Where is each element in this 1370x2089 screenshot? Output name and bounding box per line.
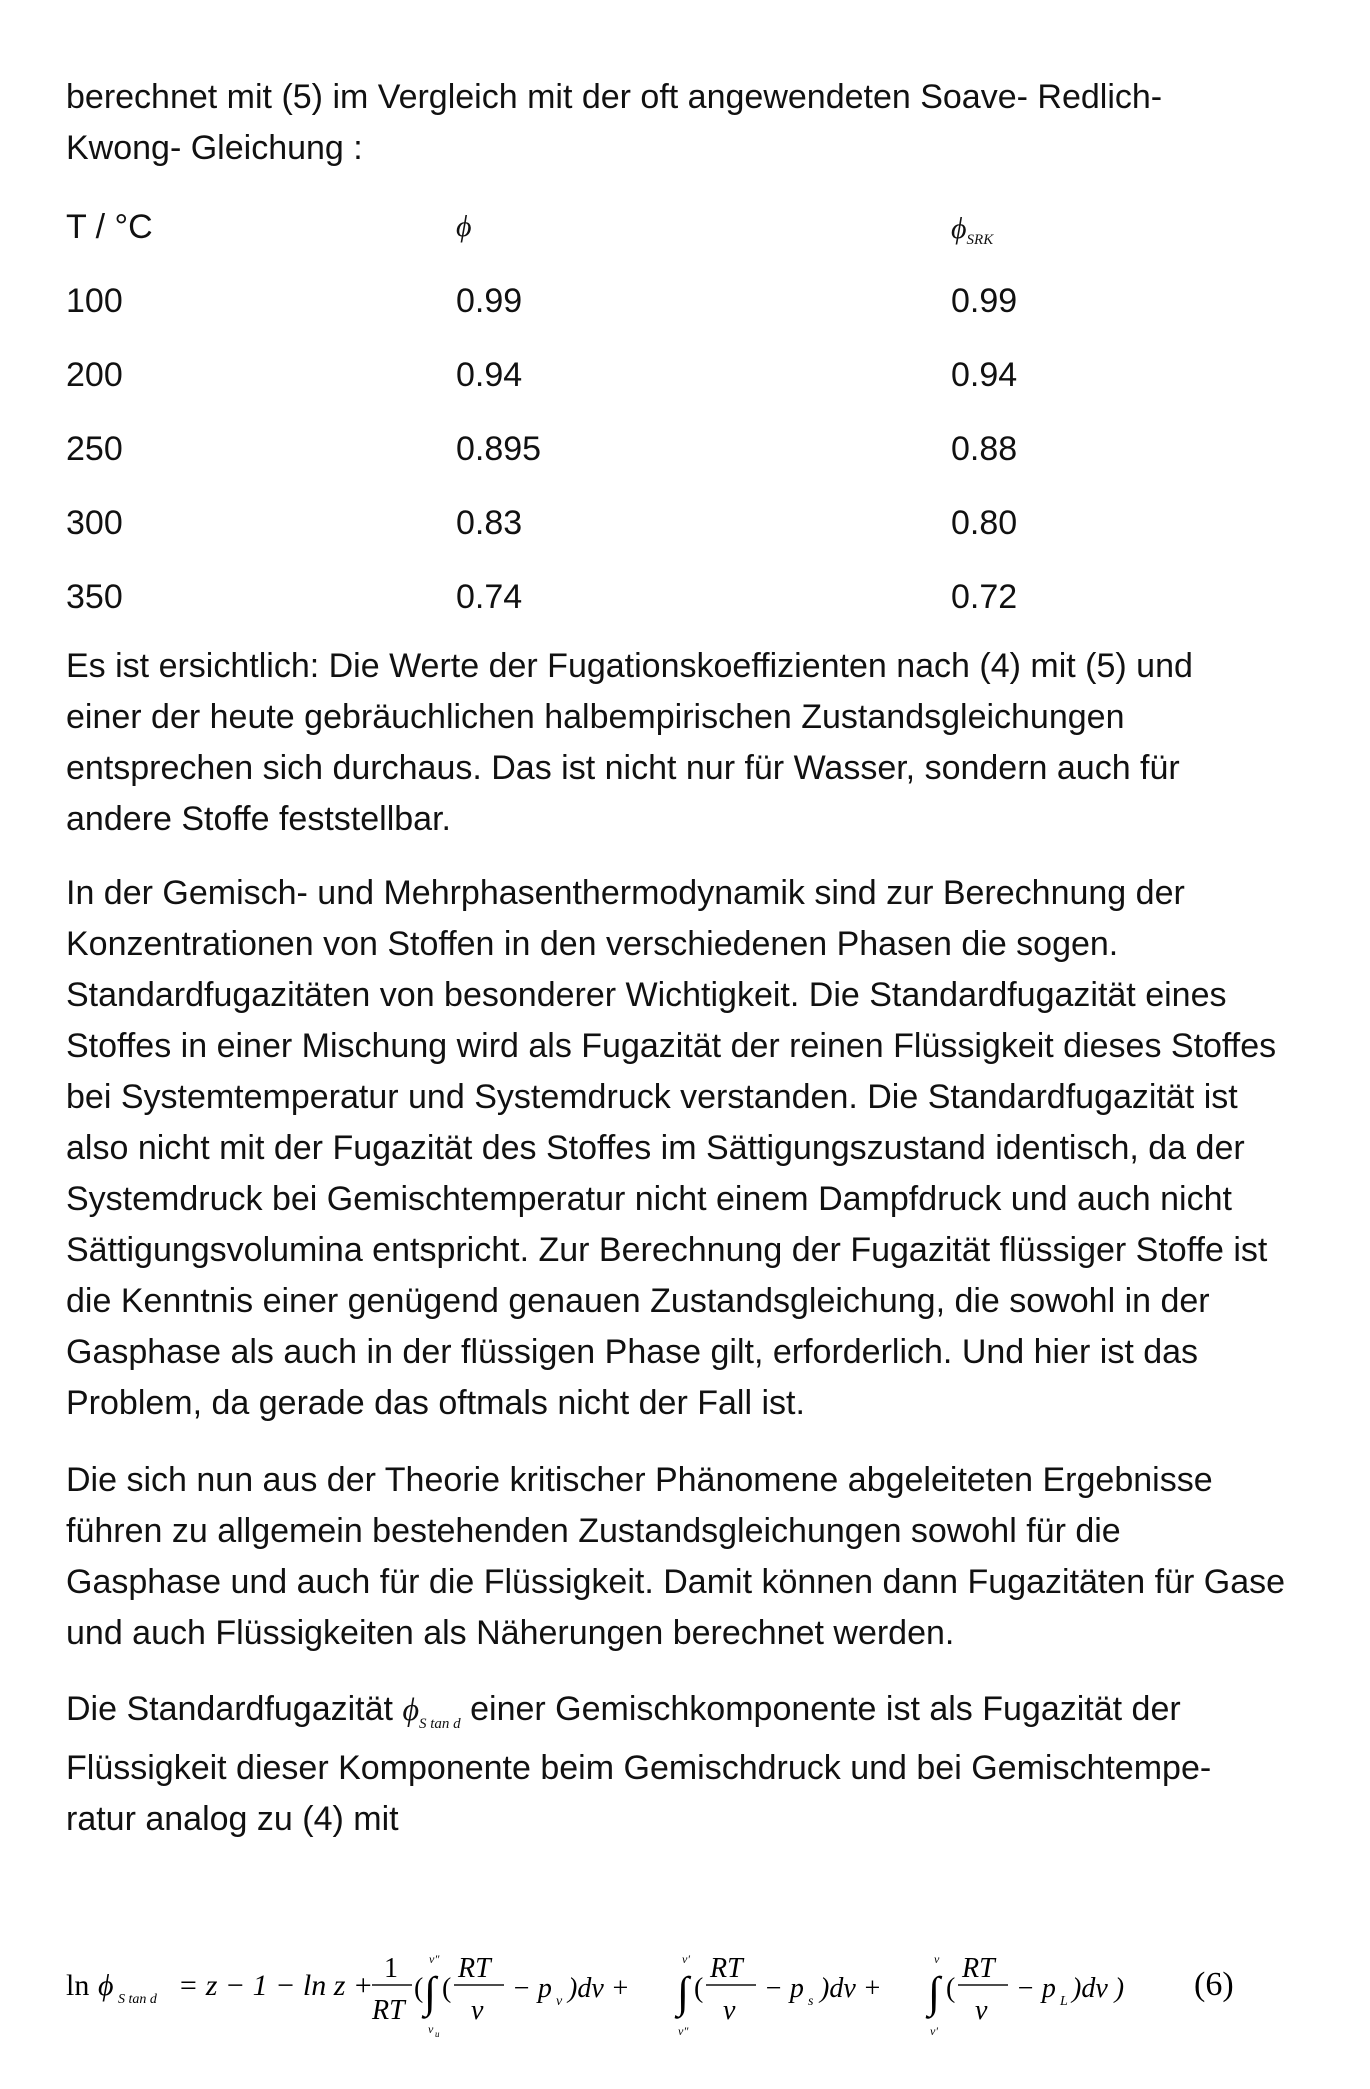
eq-dv-2: )dv + bbox=[820, 1973, 882, 2004]
eq-paren-open: ( bbox=[414, 1973, 424, 2004]
equation-svg bbox=[66, 1915, 1316, 2055]
paragraph-line: führen zu allgemein bestehenden Zustandsgleichungen sowohl für die bbox=[66, 1512, 1121, 1550]
fugacity-table bbox=[66, 190, 1066, 634]
table-row bbox=[66, 560, 1066, 634]
paragraph-line: entsprechen sich durchaus. Das ist nicht nur für Wasser, sondern auch für bbox=[66, 749, 1180, 787]
p4-text-after: einer Gemischkomponente ist als Fugazität der bbox=[460, 1690, 1181, 1728]
cell-phi: 0.99 bbox=[456, 282, 523, 320]
table-row bbox=[66, 486, 1066, 560]
cell-phi: 0.74 bbox=[456, 578, 523, 616]
p4-text-before: Die Standardfugazität bbox=[66, 1690, 403, 1728]
eq-phi: ϕ bbox=[98, 1969, 114, 2002]
paragraph-line: bei Systemtemperatur und Systemdruck verstanden. Die Standardfugazität ist bbox=[66, 1078, 1238, 1116]
paragraph-line: Gasphase und auch für die Flüssigkeit. Damit können dann Fugazitäten für Gase bbox=[66, 1563, 1286, 1601]
paragraph-line: Sättigungsvolumina entspricht. Zur Berechnung der Fugazität flüssiger Stoffe ist bbox=[66, 1231, 1268, 1269]
eq-rt-num-1: RT bbox=[458, 1953, 491, 1984]
paragraph-line: ratur analog zu (4) mit bbox=[66, 1800, 399, 1838]
eq-phi-sub: S tan d bbox=[118, 1992, 157, 2007]
eq-minus-p-2: − p bbox=[764, 1973, 804, 2004]
eq-rt-num-2: RT bbox=[710, 1953, 743, 1984]
intro-line-1: berechnet mit (5) im Vergleich mit der oft angewendeten Soave- Redlich- bbox=[66, 78, 1163, 116]
eq-pv-sub: v bbox=[556, 1994, 563, 2009]
eq-ln: ln bbox=[66, 1969, 90, 2002]
intro-line-2: Kwong- Gleichung : bbox=[66, 129, 363, 167]
eq-number: (6) bbox=[1194, 1966, 1234, 2003]
paragraph-line: und auch Flüssigkeiten als Näherungen berechnet werden. bbox=[66, 1614, 955, 1652]
eq-int3-upper: v bbox=[934, 1952, 940, 1966]
eq-integral-3: ∫ bbox=[928, 1968, 941, 2017]
paragraph-line: Die sich nun aus der Theorie kritischer Phänomene abgeleiteten Ergebnisse bbox=[66, 1461, 1213, 1499]
table-header-row bbox=[66, 190, 1066, 264]
cell-temperature: 300 bbox=[66, 504, 123, 542]
cell-phi-srk: 0.99 bbox=[951, 282, 1018, 320]
eq-minus-p-3: − p bbox=[1016, 1973, 1056, 2004]
paragraph-line: Problem, da gerade das oftmals nicht der Fall ist. bbox=[66, 1384, 805, 1422]
header-phi: ϕ bbox=[456, 210, 472, 243]
eq-int1-lower-sub: u bbox=[435, 2029, 440, 2039]
eq-dv-3: )dv ) bbox=[1072, 1973, 1125, 2004]
paragraph-line: also nicht mit der Fugazität des Stoffes im Sättigungszustand identisch, da der bbox=[66, 1129, 1245, 1167]
eq-frac-den: RT bbox=[372, 1995, 405, 2026]
equation-6 bbox=[66, 1915, 1316, 2055]
cell-phi-srk: 0.80 bbox=[951, 504, 1018, 542]
eq-minus-p-1: − p bbox=[512, 1973, 552, 2004]
eq-pl-sub: L bbox=[1060, 1994, 1068, 2009]
paragraph-line: Systemdruck bei Gemischtemperatur nicht einem Dampfdruck und auch nicht bbox=[66, 1180, 1232, 1218]
paragraph-line: die Kenntnis einer genügend genauen Zustandsgleichung, die sowohl in der bbox=[66, 1282, 1210, 1320]
paragraph-line: In der Gemisch- und Mehrphasenthermodynamik sind zur Berechnung der bbox=[66, 874, 1185, 912]
eq-integral-2: ∫ bbox=[677, 1968, 690, 2017]
phi-standard-symbol: ϕ bbox=[402, 1691, 419, 1727]
cell-temperature: 100 bbox=[66, 282, 123, 320]
eq-paren-2: ( bbox=[694, 1973, 704, 2004]
eq-paren-3: ( bbox=[946, 1973, 956, 2004]
paragraph-line bbox=[66, 1684, 1326, 1751]
eq-frac-num: 1 bbox=[384, 1953, 398, 1984]
paragraph-line: andere Stoffe feststellbar. bbox=[66, 800, 451, 838]
paragraph-line: Stoffes in einer Mischung wird als Fugazität der reinen Flüssigkeit dieses Stoffes bbox=[66, 1027, 1277, 1065]
cell-temperature: 350 bbox=[66, 578, 123, 616]
cell-temperature: 250 bbox=[66, 430, 123, 468]
paragraph-line: Flüssigkeit dieser Komponente beim Gemischdruck und bei Gemischtempe- bbox=[66, 1749, 1212, 1787]
eq-int1-upper: v" bbox=[429, 1952, 440, 1966]
eq-int2-upper: v' bbox=[682, 1952, 690, 1966]
eq-v-den-2: v bbox=[723, 1995, 736, 2026]
eq-dv-1: )dv + bbox=[568, 1973, 630, 2004]
table-row bbox=[66, 264, 1066, 338]
paragraph-line: einer der heute gebräuchlichen halbempirischen Zustandsgleichungen bbox=[66, 698, 1125, 736]
header-temperature: T / °C bbox=[66, 208, 153, 246]
cell-phi: 0.895 bbox=[456, 430, 542, 468]
eq-int1-lower: v bbox=[428, 2022, 434, 2036]
cell-phi-srk: 0.88 bbox=[951, 430, 1018, 468]
paragraph-line: Konzentrationen von Stoffen in den verschiedenen Phasen die sogen. bbox=[66, 925, 1119, 963]
phi-standard-subscript: S tan d bbox=[419, 1716, 461, 1732]
eq-ps-sub: s bbox=[808, 1994, 814, 2009]
cell-phi: 0.83 bbox=[456, 504, 523, 542]
eq-paren-1: ( bbox=[442, 1973, 452, 2004]
table-row bbox=[66, 338, 1066, 412]
eq-integral-1: ∫ bbox=[424, 1968, 437, 2017]
eq-rhs-start: = z − 1 − ln z + bbox=[178, 1969, 374, 2002]
cell-phi-srk: 0.94 bbox=[951, 356, 1018, 394]
eq-rt-num-3: RT bbox=[962, 1953, 995, 1984]
paragraph-line: Gasphase als auch in der flüssigen Phase gilt, erforderlich. Und hier ist das bbox=[66, 1333, 1199, 1371]
eq-int3-lower: v' bbox=[930, 2024, 938, 2038]
eq-int2-lower: v" bbox=[678, 2024, 689, 2038]
paragraph-line: Es ist ersichtlich: Die Werte der Fugationskoeffizienten nach (4) mit (5) und bbox=[66, 647, 1193, 685]
eq-v-den-3: v bbox=[975, 1995, 988, 2026]
cell-phi: 0.94 bbox=[456, 356, 523, 394]
table-row bbox=[66, 412, 1066, 486]
paragraph-line: Standardfugazitäten von besonderer Wichtigkeit. Die Standardfugazität eines bbox=[66, 976, 1227, 1014]
header-phi-srk-sub: SRK bbox=[966, 232, 994, 248]
header-phi-srk-symbol: ϕ bbox=[951, 212, 967, 245]
eq-v-den-1: v bbox=[471, 1995, 484, 2026]
cell-phi-srk: 0.72 bbox=[951, 578, 1018, 616]
cell-temperature: 200 bbox=[66, 356, 123, 394]
